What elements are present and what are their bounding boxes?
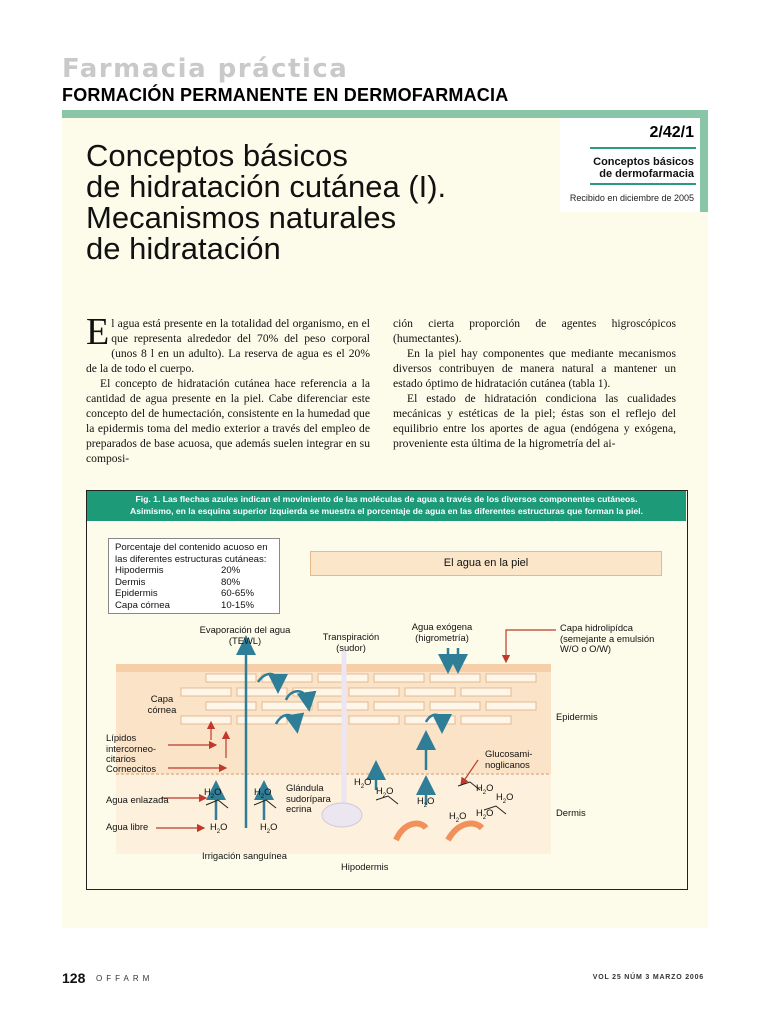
title-line: de hidratación bbox=[86, 231, 281, 266]
series-title bbox=[568, 156, 694, 180]
water-molecule bbox=[260, 822, 277, 837]
label-text: O bbox=[459, 810, 467, 821]
series-title-line: de dermofarmacia bbox=[599, 168, 694, 180]
label-text: Glucosami- bbox=[485, 748, 533, 759]
label-text: H bbox=[449, 810, 456, 821]
body-column-1 bbox=[86, 311, 370, 466]
label-text: O bbox=[270, 821, 278, 832]
water-molecule bbox=[417, 796, 434, 811]
series-title-line: Conceptos básicos bbox=[593, 156, 694, 168]
label-stratum-corneum bbox=[140, 694, 184, 715]
water-molecule bbox=[449, 811, 466, 826]
table-cell: Hipodermis bbox=[115, 565, 164, 577]
label-hydrolipid-layer bbox=[560, 623, 680, 655]
label-text: O bbox=[427, 795, 435, 806]
label-text: sudorípara bbox=[286, 792, 331, 804]
label-text: 2 bbox=[482, 814, 487, 821]
label-text: córnea bbox=[147, 703, 177, 715]
label-text: W/O o O/W) bbox=[560, 643, 612, 654]
caption-line: Fig. 1. Las flechas azules indican el movimiento de las moléculas de agua a través de los diversos componentes cutáneos. bbox=[135, 494, 638, 504]
label-text: O bbox=[386, 785, 394, 796]
label-text: H bbox=[260, 821, 267, 832]
label-text: 2 bbox=[210, 793, 215, 800]
magazine-name: OFFARM bbox=[96, 974, 154, 983]
water-molecule bbox=[496, 792, 513, 807]
paragraph-text: l agua está presente en la totalidad del organismo, en el que representa alrededor del 70% del peso corporal (unos 8 l en un adulto). La reserva de agua es el 20% de la de todo el cuerpo. bbox=[86, 317, 370, 375]
paragraph: El estado de hidratación condiciona las cualidades mecánicas y estéticas de la piel; éstas son el reflejo del equilibrio entre los aportes de agua (endógena y exógena, proveniente esta última de la higrometría del ai- bbox=[393, 392, 676, 450]
diagram-title: El agua en la piel bbox=[310, 551, 662, 576]
label-text: ecrina bbox=[286, 803, 312, 814]
hydrolipid-layer bbox=[116, 664, 551, 672]
label-eccrine-gland bbox=[286, 783, 331, 815]
label-text: O bbox=[264, 786, 272, 797]
label-corneocytes: Corneocitos bbox=[106, 763, 157, 774]
label-text: 2 bbox=[216, 828, 221, 835]
panel-right-border bbox=[700, 110, 708, 212]
label-text: Evaporación del agua bbox=[199, 624, 291, 635]
label-text: Agua exógena bbox=[411, 621, 473, 632]
water-molecule bbox=[376, 786, 393, 801]
label-text: noglicanos bbox=[485, 758, 530, 770]
label-text: Lípidos bbox=[106, 732, 137, 743]
label-evaporation bbox=[190, 625, 300, 646]
water-molecule bbox=[354, 777, 371, 792]
label-text: (sudor) bbox=[336, 641, 366, 653]
table-row bbox=[115, 565, 273, 577]
label-text: O bbox=[506, 791, 514, 802]
body-column-2 bbox=[393, 316, 676, 451]
table-title: Porcentaje del contenido acuoso en las diferentes estructuras cutáneas: bbox=[115, 542, 268, 565]
article-title bbox=[86, 140, 546, 264]
table-cell: 60-65% bbox=[221, 588, 255, 600]
label-bound-water: Agua enlazada bbox=[106, 794, 169, 805]
label-hypodermis: Hipodermis bbox=[341, 861, 389, 872]
title-line: Conceptos básicos bbox=[86, 138, 348, 173]
paragraph bbox=[86, 311, 370, 376]
label-text: intercorneo- bbox=[106, 742, 157, 754]
info-divider bbox=[590, 183, 696, 185]
label-free-water: Agua libre bbox=[106, 821, 149, 832]
title-line: Mecanismos naturales bbox=[86, 200, 397, 235]
label-epidermis: Epidermis bbox=[556, 711, 598, 722]
subsection-title: FORMACIÓN PERMANENTE EN DERMOFARMACIA bbox=[62, 85, 509, 105]
drop-cap: E bbox=[86, 311, 110, 353]
table-cell: 10-15% bbox=[221, 599, 255, 611]
label-transpiration bbox=[312, 632, 390, 653]
water-molecule bbox=[210, 822, 227, 837]
table-cell: Capa córnea bbox=[115, 599, 170, 611]
table-cell: Epidermis bbox=[115, 588, 158, 600]
label-glycosaminoglycans bbox=[485, 749, 532, 770]
table-row bbox=[115, 588, 273, 600]
label-text: 2 bbox=[482, 789, 487, 796]
label-text: Capa bbox=[150, 693, 174, 704]
label-text: Capa hidrolipídca bbox=[560, 622, 633, 633]
table-cell: 20% bbox=[221, 565, 241, 577]
water-molecule bbox=[254, 787, 271, 802]
page-number: 128 bbox=[62, 970, 86, 986]
label-text: 2 bbox=[360, 783, 365, 790]
label-text: O bbox=[214, 786, 222, 797]
table-row bbox=[115, 577, 273, 589]
issue-info: VOL 25 NÚM 3 MARZO 2006 bbox=[592, 974, 704, 981]
label-text: O bbox=[364, 776, 372, 787]
label-text: H bbox=[376, 785, 383, 796]
label-text: 2 bbox=[266, 828, 271, 835]
label-intercorneocyte-lipids bbox=[106, 733, 156, 765]
label-text: 2 bbox=[502, 798, 507, 805]
label-text: 2 bbox=[455, 817, 460, 824]
paragraph: El concepto de hidratación cutánea hace referencia a la cantidad de agua presente en la piel. Cabe diferenciar este concepto del de humectación, consistente en la humedad que la epidermis toma del medio exterior a través del empleo de preparados de base acuosa, que además suelen integrar en su composi- bbox=[86, 377, 370, 465]
article-code: 2/42/1 bbox=[649, 124, 694, 141]
label-text: Glándula bbox=[286, 782, 324, 793]
label-text: Transpiración bbox=[322, 631, 380, 642]
label-text: H bbox=[210, 821, 217, 832]
table-cell: 80% bbox=[221, 576, 241, 588]
label-text: (semejante a emulsión bbox=[560, 632, 655, 644]
title-line: de hidratación cutánea (I). bbox=[86, 169, 447, 204]
label-text: H bbox=[354, 776, 361, 787]
label-text: H bbox=[254, 786, 261, 797]
paragraph: En la piel hay componentes que mediante mecanismos diversos contribuyen de manera natural a mantener un estado óptimo de hidratación cutánea (tabla 1). bbox=[393, 347, 676, 390]
paragraph: ción cierta proporción de agentes higroscópicos (humectantes). bbox=[393, 317, 676, 345]
label-text: H bbox=[496, 791, 503, 802]
label-dermis: Dermis bbox=[556, 807, 586, 818]
water-molecule bbox=[476, 783, 493, 798]
label-text: O bbox=[220, 821, 228, 832]
received-date: Recibido en diciembre de 2005 bbox=[569, 193, 694, 203]
figure-caption bbox=[87, 491, 686, 521]
label-text: H bbox=[204, 786, 211, 797]
caption-line: Asimismo, en la esquina superior izquierda se muestra el porcentaje de agua en las diferentes estructuras que forman la piel. bbox=[130, 506, 643, 516]
water-molecule bbox=[476, 808, 493, 823]
info-divider bbox=[590, 147, 696, 149]
label-text: O bbox=[486, 807, 494, 818]
label-text: citarios bbox=[106, 753, 136, 764]
table-cell: Dermis bbox=[115, 576, 146, 588]
label-text: H bbox=[417, 795, 424, 806]
label-text: H bbox=[476, 782, 483, 793]
label-text: O bbox=[486, 782, 494, 793]
section-title: Farmacia práctica bbox=[62, 54, 349, 84]
label-text: (TEWL) bbox=[228, 634, 262, 646]
label-blood-irrigation: Irrigación sanguínea bbox=[202, 850, 287, 861]
label-text: 2 bbox=[382, 792, 387, 799]
label-text: H bbox=[476, 807, 483, 818]
label-text: 2 bbox=[423, 802, 428, 809]
water-molecule bbox=[204, 787, 221, 802]
label-exogenous-water bbox=[402, 622, 482, 643]
label-text: (higrometría) bbox=[415, 631, 469, 643]
panel-top-border bbox=[62, 110, 708, 118]
label-text: 2 bbox=[260, 793, 265, 800]
